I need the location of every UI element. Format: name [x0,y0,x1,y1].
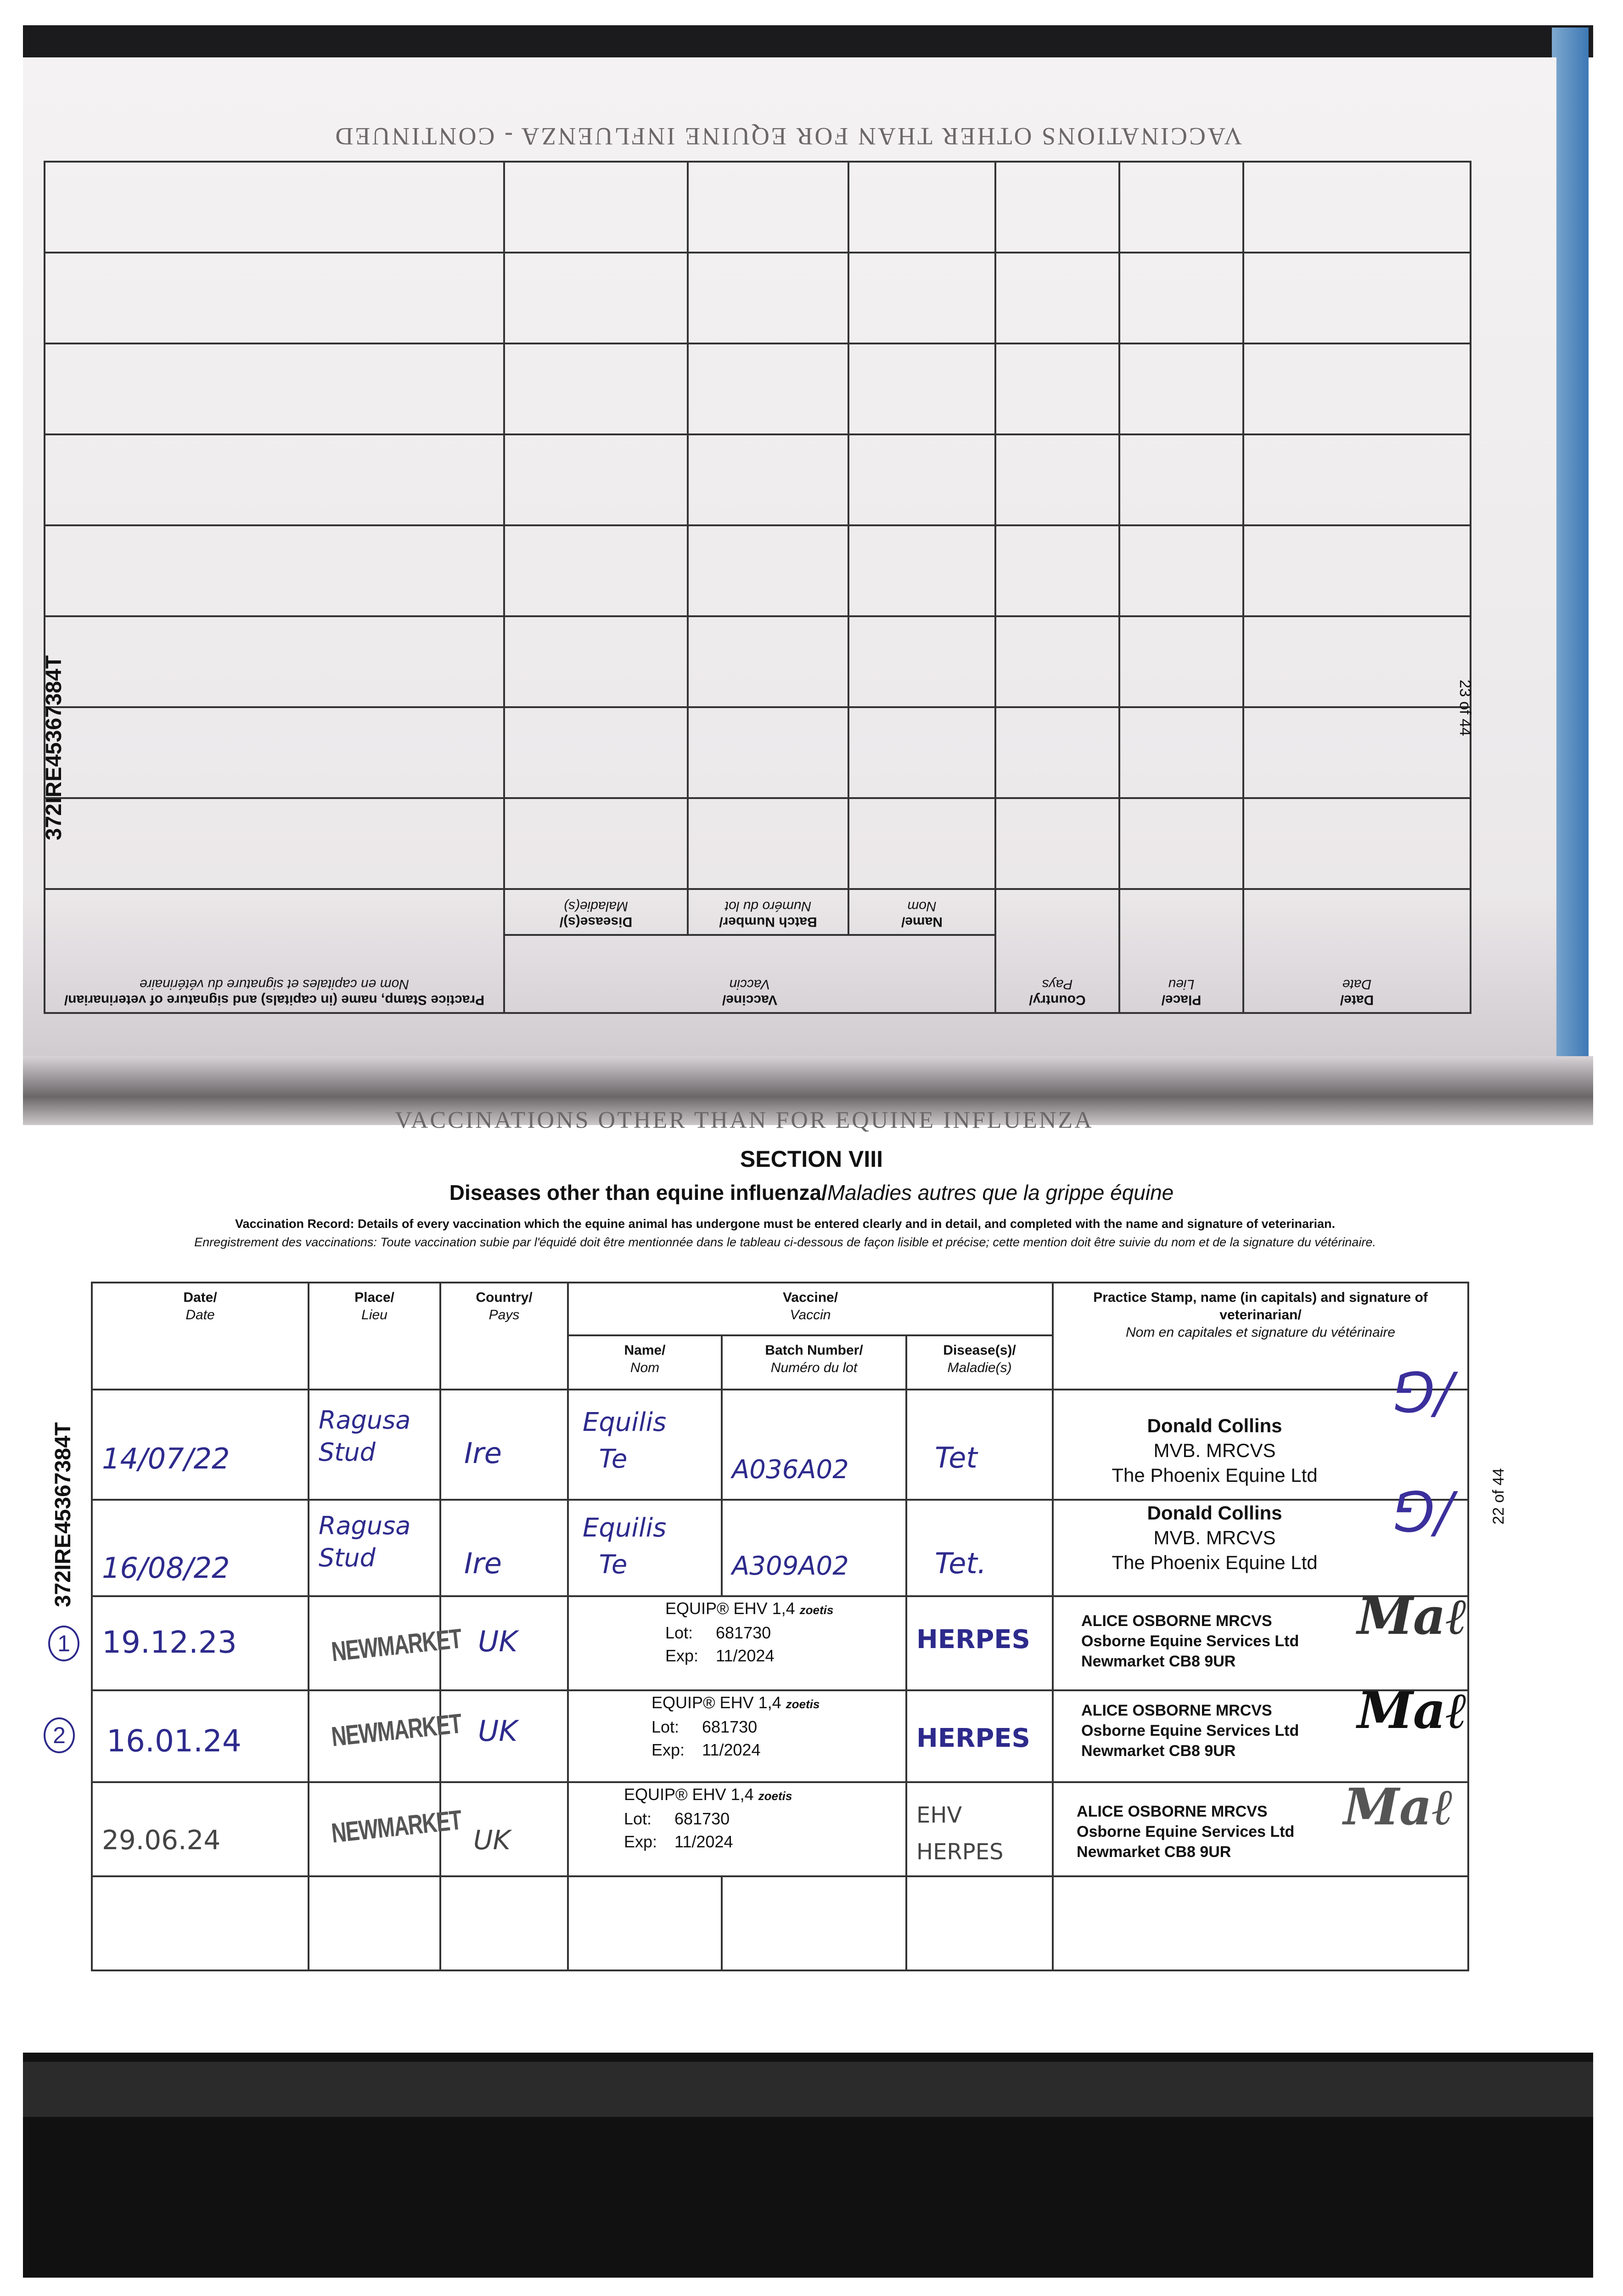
header-country: Country/ Pays [995,889,1119,1013]
empty-cell [1119,162,1243,253]
empty-cell [504,343,688,434]
header-place: Place/ Lieu [309,1283,440,1390]
place-cell: NEWMARKET [309,1690,440,1782]
header-disease: Disease(s)/ Maladie(s) [906,1335,1053,1390]
vet-cell: Donald Collins MVB. MRCVS The Phoenix Equine Ltd ⅁/ [1053,1500,1468,1596]
vaccine-stamp-cell: EQUIP® EHV 1,4 zoetis Lot: 681730 Exp: 11/2024 [568,1596,906,1690]
header-date: Date/ Date [1243,889,1471,1013]
country-cell: UK [440,1596,568,1690]
row-marker-1: 1 [48,1626,79,1661]
empty-cell [848,525,995,616]
disease-cell: EHV HERPES [906,1782,1053,1876]
empty-cell [504,253,688,343]
signature: ⅁/ [1392,1362,1454,1425]
empty-cell [995,162,1119,253]
vet-cell: ALICE OSBORNE MRCVS Osborne Equine Services Ltd Newmarket CB8 9UR Maℓ [1053,1690,1468,1782]
empty-cell [1119,798,1243,889]
header-vaccine: Vaccine/ Vaccin [504,935,995,1013]
empty-cell [1243,525,1471,616]
empty-cell [688,707,848,798]
empty-cell [848,434,995,525]
table-row-empty [45,525,1471,616]
date-cell: 29.06.24 [92,1782,309,1876]
page-title: Diseases other than equine influenza/Maladies autres que la grippe équine [449,1181,1174,1204]
date-cell: 14/07/22 [92,1390,309,1500]
header-vaccine: Vaccine/ Vaccin [568,1283,1053,1335]
table-row [92,1500,1468,1596]
vaccine-name-cell: Equilis Te [568,1390,722,1500]
empty-cell [688,162,848,253]
instructions-en: Vaccination Record: Details of every vaccination which the equine animal has undergone must be entered clearly and in detail, and completed with the name and signature of veterinarian. [235,1217,1336,1231]
empty-cell [504,434,688,525]
signature: Maℓ [1357,1681,1467,1740]
signature: Maℓ [1357,1587,1467,1646]
vaccine-stamp-cell: EQUIP® EHV 1,4 zoetis Lot: 681730 Exp: 11/2024 [568,1782,906,1876]
table-row [92,1596,1468,1690]
instructions [96,1215,1474,1251]
table-row-empty [45,253,1471,343]
table-row-empty [45,434,1471,525]
disease-cell: HERPES [906,1596,1053,1690]
page-23-passport-id: 372IRE45367384T [42,655,66,840]
vet-cell: ALICE OSBORNE MRCVS Osborne Equine Services Ltd Newmarket CB8 9UR Maℓ [1053,1596,1468,1690]
country-cell: Ire [440,1500,568,1596]
vet-cell: ALICE OSBORNE MRCVS Osborne Equine Services Ltd Newmarket CB8 9UR Maℓ [1053,1782,1468,1876]
table-row-empty [92,1876,1468,1970]
empty-cell [848,162,995,253]
header-disease: Disease(s)/ Maladie(s) [504,889,688,935]
table-row-empty [45,343,1471,434]
scan-edge-bottom [23,2053,1593,2278]
scan-edge-top [23,25,1593,57]
empty-cell [995,798,1119,889]
empty-cell [1243,162,1471,253]
empty-cell [1243,798,1471,889]
empty-cell [1119,707,1243,798]
empty-cell [848,707,995,798]
page-23-number: 23 of 44 [1456,680,1474,736]
table-row [92,1390,1468,1500]
empty-cell [688,253,848,343]
empty-cell [995,434,1119,525]
empty-cell [848,253,995,343]
empty-cell [1243,616,1471,707]
batch-cell: A309A02 [722,1500,906,1596]
place-cell: NEWMARKET [309,1596,440,1690]
header-place: Place/ Lieu [1119,889,1243,1013]
date-cell: 19.12.23 [92,1596,309,1690]
header-practice: Practice Stamp, name (in capitals) and signature of veterinarian/ Nom en capitales et signature du vétérinaire [45,889,504,1013]
empty-cell [848,343,995,434]
empty-cell [1243,434,1471,525]
empty-cell [995,525,1119,616]
table-row-empty [45,616,1471,707]
header-practice: Practice Stamp, name (in capitals) and signature of veterinarian/ Nom en capitales et signature du vétérinaire [1053,1283,1468,1390]
date-cell: 16/08/22 [92,1500,309,1596]
disease-cell: Tet. [906,1500,1053,1596]
table-row [92,1782,1468,1876]
empty-cell [45,798,504,889]
empty-cell [1119,434,1243,525]
empty-cell [688,343,848,434]
empty-cell [45,343,504,434]
empty-cell [995,707,1119,798]
empty-cell [848,616,995,707]
vaccine-stamp-cell: EQUIP® EHV 1,4 zoetis Lot: 681730 Exp: 11/2024 [568,1690,906,1782]
empty-cell [504,707,688,798]
date-cell: 16.01.24 [92,1690,309,1782]
header-date: Date/ Date [92,1283,309,1390]
page-22-passport-id: 372IRE45367384T [51,1422,75,1607]
empty-cell [1119,525,1243,616]
empty-cell [45,707,504,798]
place-cell: Ragusa Stud [309,1500,440,1596]
empty-cell [688,434,848,525]
place-cell: Ragusa Stud [309,1390,440,1500]
batch-cell: A036A02 [722,1390,906,1500]
header-name: Name/ Nom [568,1335,722,1390]
country-cell: Ire [440,1390,568,1500]
empty-cell [688,798,848,889]
header-country: Country/ Pays [440,1283,568,1390]
empty-cell [1243,343,1471,434]
empty-cell [848,798,995,889]
table-row-empty [45,162,1471,253]
vet-cell: Donald Collins MVB. MRCVS The Phoenix Equine Ltd ⅁/ [1053,1390,1468,1500]
vaccination-table [91,1282,1469,1971]
empty-cell [504,162,688,253]
empty-cell [504,616,688,707]
country-cell: UK [440,1782,568,1876]
empty-cell [688,525,848,616]
header-batch: Batch Number/ Numéro du lot [688,889,848,935]
table-row [92,1690,1468,1782]
empty-cell [1119,343,1243,434]
empty-cell [688,616,848,707]
empty-cell [45,616,504,707]
disease-cell: Tet [906,1390,1053,1500]
section-title: SECTION VIII [740,1146,883,1172]
table-row-empty [45,707,1471,798]
empty-cell [1243,253,1471,343]
page-23-banner: VACCINATIONS OTHER THAN FOR EQUINE INFLUENZA - CONTINUED [333,123,1242,150]
disease-cell: HERPES [906,1690,1053,1782]
instructions-fr: Enregistrement des vaccinations: Toute vaccination subie par l'équidé doit être mentionnée dans le tableau ci-dessous de façon lisible et précise; cette mention doit être suivie du nom et de la signature du vétérinaire. [194,1235,1376,1249]
empty-cell [1243,707,1471,798]
vaccine-name-cell: Equilis Te [568,1500,722,1596]
signature: Maℓ [1343,1777,1454,1836]
header-name: Name/ Nom [848,889,995,935]
empty-cell [995,616,1119,707]
header-batch: Batch Number/ Numéro du lot [722,1335,906,1390]
page-22-banner: VACCINATIONS OTHER THAN FOR EQUINE INFLUENZA [395,1107,1094,1133]
empty-cell [504,798,688,889]
empty-cell [45,434,504,525]
empty-cell [995,253,1119,343]
signature: ⅁/ [1392,1481,1454,1545]
page-22-number: 22 of 44 [1490,1468,1507,1525]
empty-cell [1119,253,1243,343]
place-cell: NEWMARKET [309,1782,440,1876]
empty-cell [45,162,504,253]
empty-cell [45,253,504,343]
empty-cell [1119,616,1243,707]
empty-cell [45,525,504,616]
empty-cell [504,525,688,616]
row-marker-2: 2 [44,1717,75,1753]
vaccination-table-continued [44,161,1471,1014]
empty-cell [995,343,1119,434]
table-row-empty [45,798,1471,889]
passport-cover-edge [1552,28,1589,1093]
page-23-table-rotated [44,123,1471,1014]
country-cell: UK [440,1690,568,1782]
